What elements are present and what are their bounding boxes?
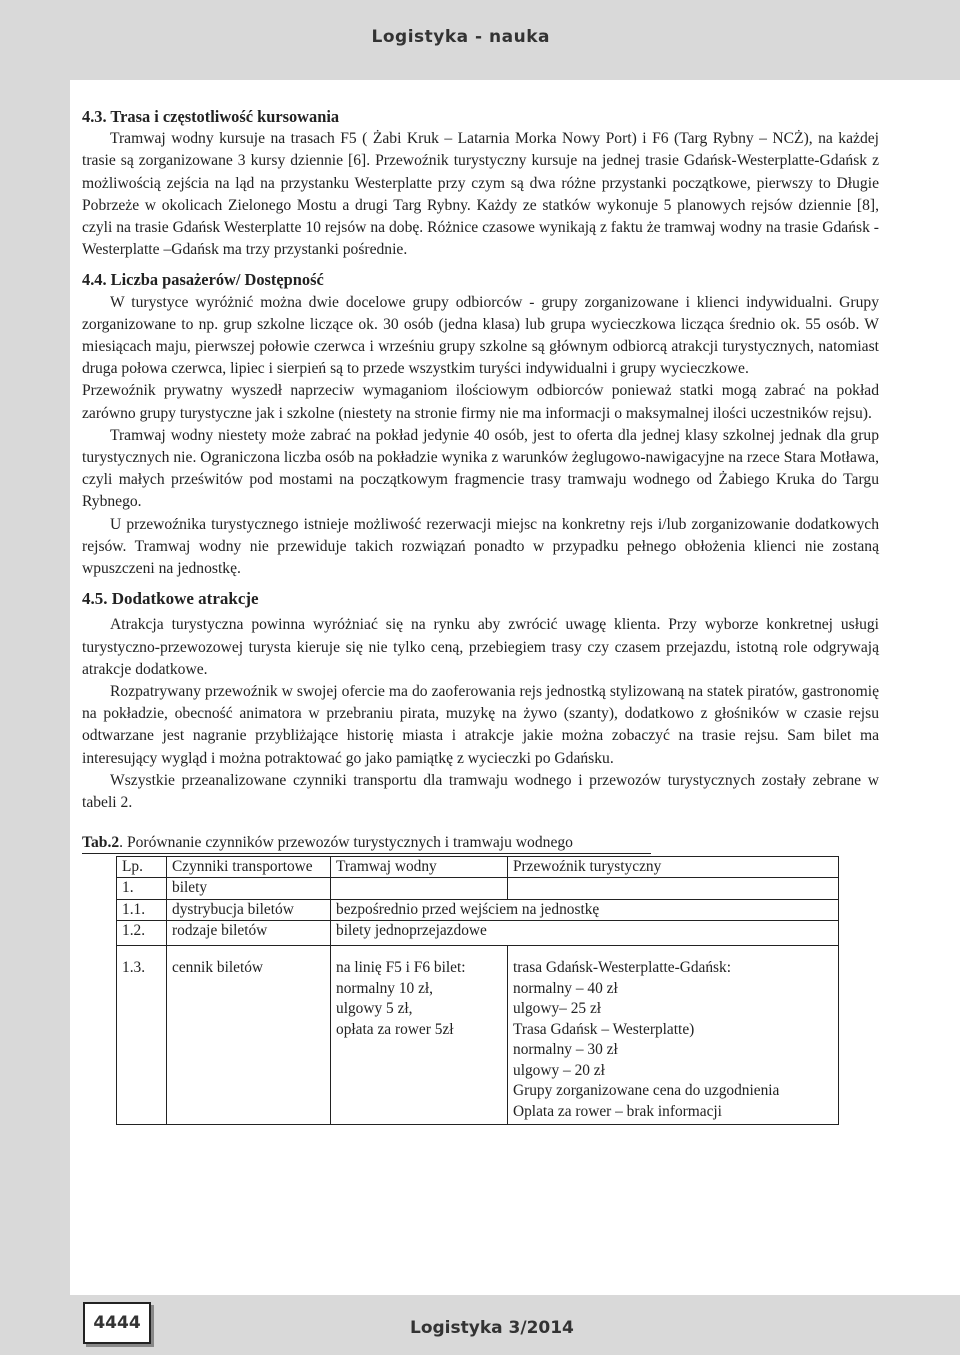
page-number-box [83,1302,151,1344]
cell-factor: cennik biletów [167,946,331,1125]
section-heading-4-3: 4.3. Trasa i częstotliwość kursowania [82,107,340,126]
paragraph: Atrakcja turystyczna powinna wyróżniać się na rynku aby zwrócić uwagę klienta. Przy wyborze konkretnej usługi turystyczno-przewozowej turysta kieruje się nie tylko ceną, przebiegiem trasy czy czasem przejazdu, istotną role odgrywają atrakcje dodatkowe. [82,616,879,678]
price-line: na linię F5 i F6 bilet: [336,959,466,976]
cell-lp: 1.1. [117,899,167,921]
table-caption-text: . Porównanie czynników przewozów turystycznych i tramwaju wodnego [119,834,573,852]
cell-value-merged: bilety jednoprzejazdowe [331,921,839,946]
cell-value-merged: bezpośrednio przed wejściem na jednostkę [331,899,839,921]
cell-carrier-prices [508,946,839,1125]
section-heading-4-5: 4.5. Dodatkowe atrakcje [82,589,259,609]
cell-factor: dystrybucja biletów [167,899,331,921]
table-caption [82,832,651,854]
header-cell-carrier: Przewoźnik turystyczny [508,856,839,878]
price-line: opłata za rower 5zł [336,1020,454,1038]
price-line: Grupy zorganizowane cena do uzgodnienia [513,1082,780,1099]
header-cell-lp: Lp. [117,856,167,878]
price-line: normalny – 40 zł [513,979,618,997]
paragraph: Tramwaj wodny niestety może zabrać na pokład jedynie 40 osób, jest to oferta dla jednej klasy szkolnej jednak dla grup turystycznych nie. Ograniczona liczba osób na pokładzie wynika z warunków żeglugowo-nawigacyjne na rzece Stara Motława, czyli małych prześwitów pod mostami na początkowym fragmencie trasy tramwaju wodnego od Żabiego Kruka do Targu Rybnego. [82,426,879,511]
table-row [117,946,839,1125]
price-line: Oplata za rower – brak informacji [513,1102,722,1120]
running-header: Logistyka - nauka [371,27,550,47]
table-header-row [117,856,839,878]
price-line: ulgowy – 20 zł [513,1061,605,1079]
paragraph: Przewoźnik prywatny wyszedł naprzeciw wymaganiom ilościowym odbiorców ponieważ statki mogą zabrać na pokład zarówno grupy turystyczne jak i szkolne (niestety na stronie firmy nie ma informacji o maksymalnej ilości uczestników rejsu). [82,382,879,422]
comparison-table [116,856,839,1126]
header-cell-factor: Czynniki transportowe [167,856,331,878]
price-line: ulgowy 5 zł, [336,1000,413,1017]
table-row [117,921,839,946]
paragraph: Tramwaj wodny kursuje na trasach F5 ( Żabi Kruk – Latarnia Morka Nowy Port) i F6 (Targ Rybny – NCŻ), na każdej trasie są zorganizowane 3 kursy dziennie [6]. Przewoźnik turystyczny kursuje na jednej trasie Gdańsk-Westerplatte-Gdańsk z możliwością zejścia na ląd na przystanku Westerplatte przy czym są dwa różne przystanki początkowe, pierwszy to Długie Pobrzeże w okolicach Zielonego Mostu a drugi Targ Rybny. Każdy ze statków wykonuje 5 planowych rejsów dziennie [8], czyli na trasie Gdańsk Westerplatte 10 rejsów na dobę. Różnice czasowe wynikają z faktu że tramwaj wodny na trasie Gdańsk - Westerplatte –Gdańsk ma trzy przystanki pośrednie. [82,130,879,259]
section-heading-4-4: 4.4. Liczba pasażerów/ Dostępność [82,270,324,290]
page-sheet [70,80,960,1295]
paragraph: Rozpatrywany przewoźnik w swojej ofercie ma do zaoferowania rejs jednostką stylizowaną na statek piratów, gastronomię na pokładzie, obecność animatora w przebraniu pirata, muzykę na żywo (szanty), dodatkowo z głośników w czasie rejsu odtwarzane jest nagranie przybliżające historię miasta i atrakcje jakie można zobaczyć na trasie rejsu. Sam bilet ma interesujący wygląd i można potraktować go jako pamiątkę z wycieczki po Gdańsku. [82,683,879,767]
page-number: 4444 [93,1313,141,1333]
table-caption-label: Tab.2 [82,834,120,852]
price-line: normalny – 30 zł [513,1041,618,1058]
price-line: normalny 10 zł, [336,979,434,997]
paragraph: W turystyce wyróżnić można dwie docelowe grupy odbiorców - grupy zorganizowane i klienci indywidualni. Grupy zorganizowane to np. grup szkolne liczące ok. 30 osób (jedna klasa) lub grupa wycieczkowa licząca średnio ok. 55 osób. W miesiącach maju, pierwszej połowie czerwca i wrześniu grupy szkolne są głównym odbiorcą atrakcji turystycznych, natomiast druga połowa czerwca, lipiec i sierpień są to przede wszystkim turyści indywidualni i grupy wycieczkowe. [82,293,879,378]
table-row [117,878,839,900]
cell-lp: 1.2. [117,921,167,946]
cell-empty [331,878,508,900]
cell-tram-prices [331,946,508,1125]
price-line: Trasa Gdańsk – Westerplatte) [513,1020,695,1038]
paragraph: U przewoźnika turystycznego istnieje możliwość rezerwacji miejsc na konkretny rejs i/lub zorganizowanie dodatkowych rejsów. Tramwaj wodny nie przewiduje takich rozwiązań ponadto w przypadku pełnego obłożenia klienci nie zostaną wpuszczeni na jednostkę. [82,515,879,578]
price-line: ulgowy– 25 zł [513,1000,602,1017]
price-line: trasa Gdańsk-Westerplatte-Gdańsk: [513,959,732,976]
table-row [117,899,839,921]
journal-footer: Logistyka 3/2014 [410,1318,574,1338]
cell-factor: bilety [167,878,331,900]
cell-lp: 1. [117,878,167,900]
cell-lp: 1.3. [117,946,167,1125]
paragraph: Wszystkie przeanalizowane czynniki transportu dla tramwaju wodnego i przewozów turystycznych zostały zebrane w tabeli 2. [82,771,879,812]
article-body [82,106,879,1125]
cell-factor: rodzaje biletów [167,921,331,946]
cell-empty [508,878,839,900]
header-cell-tram: Tramwaj wodny [331,856,508,878]
